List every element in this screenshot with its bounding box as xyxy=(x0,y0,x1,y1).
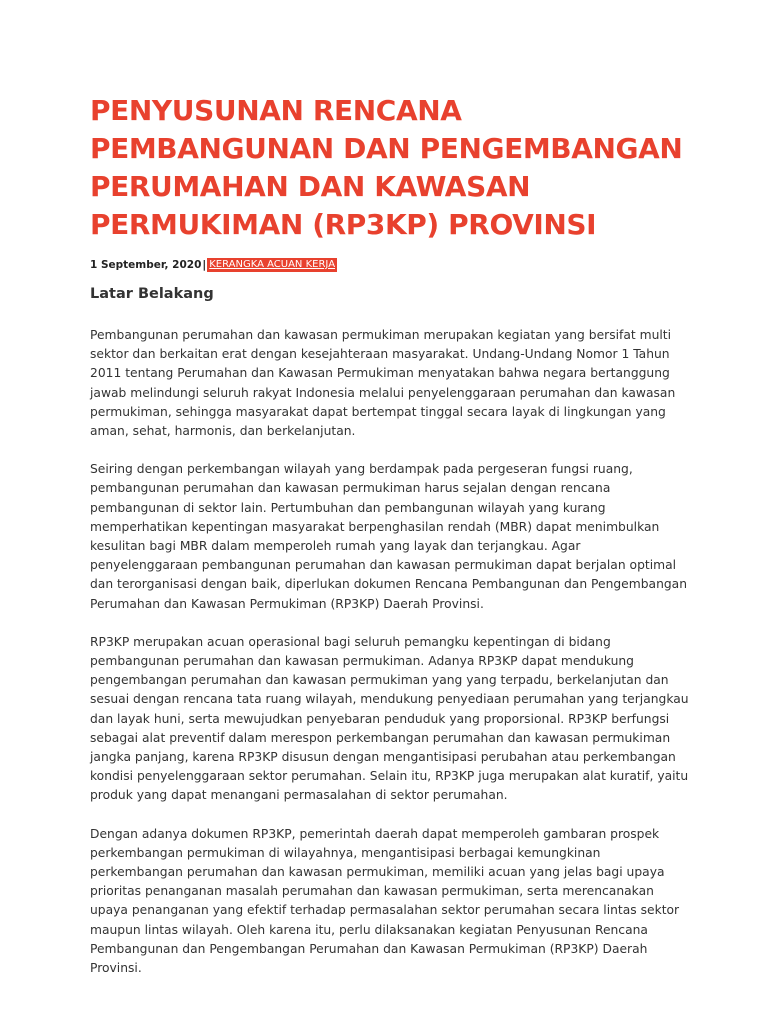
meta-separator: | xyxy=(202,259,207,271)
article-meta xyxy=(90,258,690,272)
paragraph: Seiring dengan perkembangan wilayah yang berdampak pada pergeseran fungsi ruang, pembangunan perumahan dan kawasan permukiman harus sejalan dengan rencana pembangunan di sektor lain. Pertumbuhan dan pembangunan wilayah yang kurang memperhatikan kepentingan masyarakat berpenghasilan rendah (MBR) dapat menimbulkan kesulitan bagi MBR dalam memperoleh rumah yang layak dan terjangkau. Agar penyelenggaraan pembangunan perumahan dan kawasan permukiman dapat berjalan optimal dan terorganisasi dengan baik, diperlukan dokumen Rencana Pembangunan dan Pengembangan Perumahan dan Kawasan Permukiman (RP3KP) Daerah Provinsi. xyxy=(90,462,687,611)
article-title: PENYUSUNAN RENCANA PEMBANGUNAN DAN PENGEMBANGAN PERUMAHAN DAN KAWASAN PERMUKIMAN (RP3KP) PROVINSI xyxy=(90,94,683,241)
category-link[interactable]: KERANGKA ACUAN KERJA xyxy=(209,259,336,270)
publish-date: 1 September, 2020 xyxy=(90,259,202,271)
section-heading: Latar Belakang xyxy=(90,286,214,302)
article xyxy=(90,92,690,978)
paragraph: RP3KP merupakan acuan operasional bagi seluruh pemangku kepentingan di bidang pembangunan perumahan dan kawasan permukiman. Adanya RP3KP dapat mendukung pengembangan perumahan dan kawasan permukiman yang yang terpadu, berkelanjutan dan sesuai dengan rencana tata ruang wilayah, mendukung penyediaan perumahan yang terjangkau dan layak huni, serta mewujudkan penyebaran penduduk yang proporsional. RP3KP berfungsi sebagai alat preventif dalam merespon perkembangan perumahan dan kawasan permukiman jangka panjang, karena RP3KP disusun dengan mengantisipasi perubahan atau perkembangan kondisi penyelenggaraan sektor perumahan. Selain itu, RP3KP juga merupakan alat kuratif, yaitu produk yang dapat menangani permasalahan di sektor perumahan. xyxy=(90,634,689,803)
paragraph: Pembangunan perumahan dan kawasan permukiman merupakan kegiatan yang bersifat multi sektor dan berkaitan erat dengan kesejahteraan masyarakat. Undang-Undang Nomor 1 Tahun 2011 tentang Perumahan dan Kawasan Permukiman menyatakan bahwa negara bertanggung jawab melindungi seluruh rakyat Indonesia melalui penyelenggaraan perumahan dan kawasan permukiman, sehingga masyarakat dapat bertempat tinggal secara layak di lingkungan yang aman, sehat, harmonis, dan berkelanjutan. xyxy=(90,328,676,439)
paragraph: Dengan adanya dokumen RP3KP, pemerintah daerah dapat memperoleh gambaran prospek perkembangan permukiman di wilayahnya, mengantisipasi berbagai kemungkinan perkembangan perumahan dan kawasan permukiman, memiliki acuan yang jelas bagi upaya prioritas penanganan masalah perumahan dan kawasan permukiman, serta merencanakan upaya penanganan yang efektif terhadap permasalahan sektor perumahan secara lintas sektor maupun lintas wilayah. Oleh karena itu, perlu dilaksanakan kegiatan Penyusunan Rencana Pembangunan dan Pengembangan Perumahan dan Kawasan Permukiman (RP3KP) Daerah Provinsi. xyxy=(90,826,680,976)
